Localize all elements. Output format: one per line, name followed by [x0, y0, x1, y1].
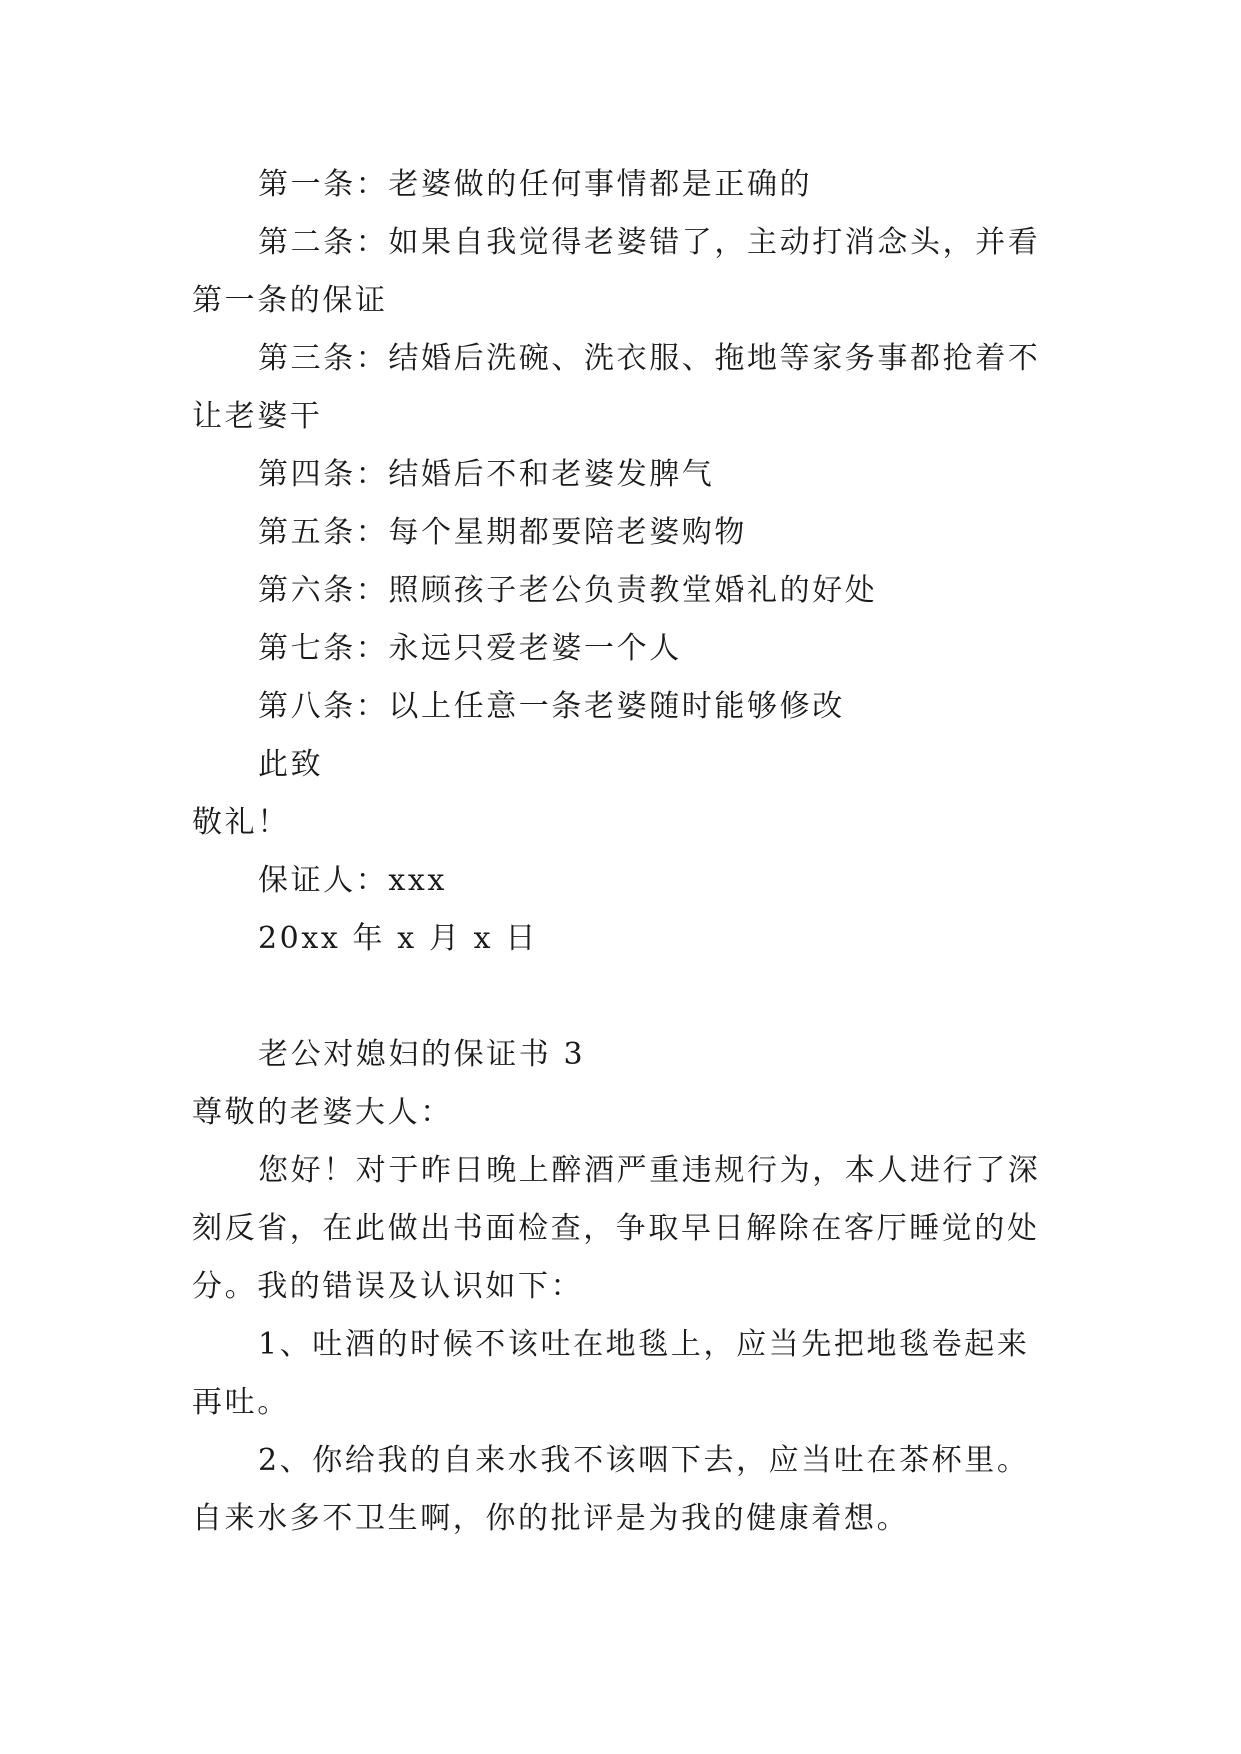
- greeting: 尊敬的老婆大人：: [192, 1095, 453, 1130]
- date-line: 20xx 年 x 月 x 日: [258, 921, 538, 956]
- closing-salutation: 此致: [258, 747, 324, 782]
- article-4: 第四条：结婚后不和老婆发脾气: [258, 457, 715, 492]
- intro-line-1: 您好！对于昨日晚上醉酒严重违规行为，本人进行了深: [258, 1153, 1041, 1188]
- article-1: 第一条：老婆做的任何事情都是正确的: [258, 167, 813, 202]
- intro-line-2: 刻反省，在此做出书面检查，争取早日解除在客厅睡觉的处: [192, 1211, 1040, 1246]
- article-7: 第七条：永远只爱老婆一个人: [258, 631, 682, 666]
- article-6: 第六条：照顾孩子老公负责教堂婚礼的好处: [258, 573, 878, 608]
- item-1-line-2: 再吐。: [192, 1385, 290, 1420]
- guarantor-line: 保证人：xxx: [258, 863, 447, 898]
- item-2-line-1: 2、你给我的自来水我不该咽下去，应当吐在茶杯里。: [258, 1443, 1030, 1478]
- section-title: 老公对媳妇的保证书 3: [258, 1037, 586, 1072]
- article-5: 第五条：每个星期都要陪老婆购物: [258, 515, 747, 550]
- item-2-line-2: 自来水多不卫生啊，你的批评是为我的健康着想。: [192, 1501, 910, 1536]
- item-1-line-1: 1、吐酒的时候不该吐在地毯上，应当先把地毯卷起来: [258, 1327, 1030, 1362]
- article-3-line-2: 让老婆干: [192, 399, 323, 434]
- article-2-line-1: 第二条：如果自我觉得老婆错了，主动打消念头，并看: [258, 225, 1041, 260]
- article-2-line-2: 第一条的保证: [192, 283, 388, 318]
- intro-line-3: 分。我的错误及认识如下：: [192, 1269, 584, 1304]
- closing-regards: 敬礼！: [192, 805, 290, 840]
- article-8: 第八条：以上任意一条老婆随时能够修改: [258, 689, 845, 724]
- article-3-line-1: 第三条：结婚后洗碗、洗衣服、拖地等家务事都抢着不: [258, 341, 1041, 376]
